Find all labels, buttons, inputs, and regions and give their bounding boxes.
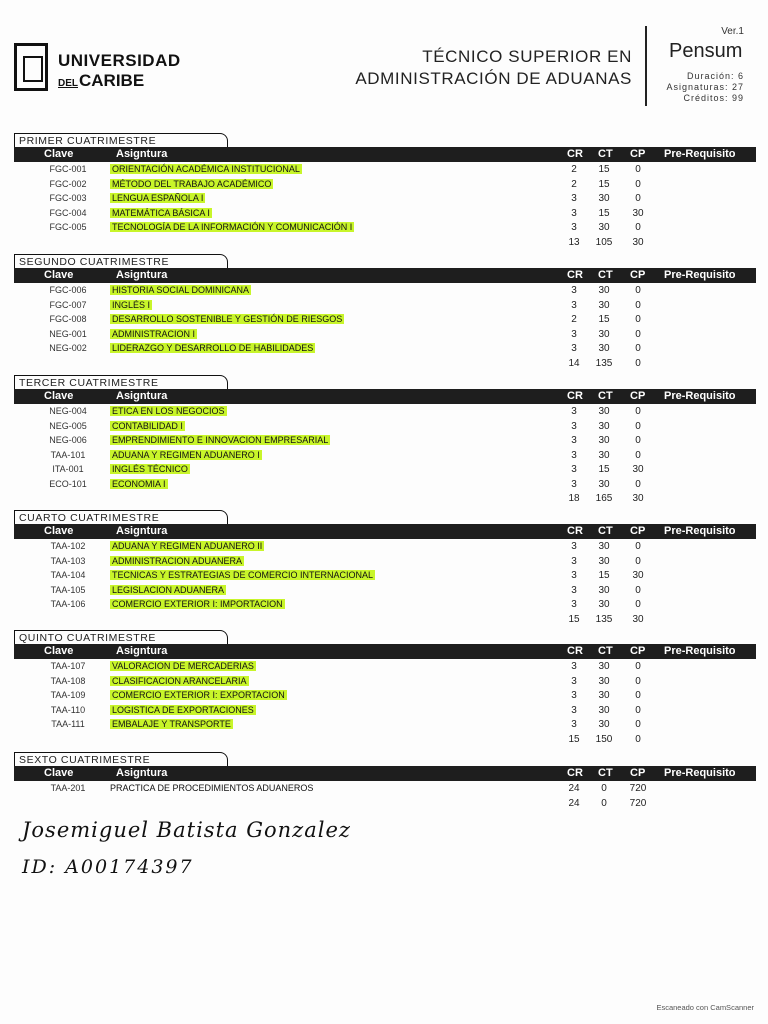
course-cp: 0 — [635, 299, 641, 311]
course-name: COMERCIO EXTERIOR I: IMPORTACION — [112, 599, 283, 609]
course-row — [14, 406, 756, 420]
total-cr: 15 — [568, 733, 580, 745]
course-ct: 0 — [601, 783, 607, 794]
course-name: ADMINISTRACION I — [112, 328, 196, 339]
course-ct: 30 — [598, 478, 610, 490]
section-total-row — [14, 798, 756, 812]
course-cr: 3 — [571, 328, 577, 340]
section-header-bar — [14, 644, 756, 659]
course-cr: 24 — [568, 783, 580, 794]
course-code: TAA-104 — [50, 570, 86, 580]
column-cp: CP — [630, 645, 646, 657]
section-header-bar — [14, 766, 756, 781]
signature-name: Josemiguel Batista Gonzalez — [22, 818, 351, 842]
course-row — [14, 329, 756, 343]
column-clave: Clave — [44, 390, 74, 402]
course-cr: 3 — [571, 599, 577, 610]
course-cp: 0 — [635, 222, 641, 233]
course-name: COMERCIO EXTERIOR I: EXPORTACION — [112, 690, 285, 700]
course-name: LEGISLACION ADUANERA — [112, 584, 225, 595]
course-ct: 15 — [598, 570, 610, 581]
section-header-bar — [14, 147, 756, 162]
program-title-line2: ADMINISTRACIÓN DE ADUANAS — [355, 69, 632, 88]
course-name: ADUANA Y REGIMEN ADUANERO II — [112, 541, 263, 551]
course-cp: 0 — [635, 584, 641, 596]
course-row — [14, 570, 756, 584]
column-clave: Clave — [44, 525, 74, 537]
course-code: TAA-106 — [50, 599, 86, 609]
course-cp: 0 — [635, 555, 641, 567]
course-cr: 2 — [571, 178, 577, 190]
course-ct: 30 — [598, 661, 610, 672]
course-name: ECONOMIA I — [112, 478, 166, 489]
column-prereq: Pre-Requisito — [664, 269, 736, 281]
course-row — [14, 208, 756, 222]
course-row — [14, 450, 756, 464]
course-ct: 30 — [598, 193, 610, 204]
column-prereq: Pre-Requisito — [664, 148, 736, 160]
course-ct: 15 — [598, 314, 610, 325]
course-cr: 3 — [571, 343, 577, 354]
course-code: NEG-002 — [49, 343, 87, 353]
section-header-bar — [14, 524, 756, 539]
column-ct: CT — [598, 767, 613, 779]
course-cr: 3 — [571, 541, 577, 552]
course-row — [14, 222, 756, 236]
total-ct: 165 — [595, 493, 613, 504]
scanner-footer: Escaneado con CamScanner — [656, 1003, 754, 1012]
course-code: ECO-101 — [49, 478, 87, 489]
course-ct: 30 — [598, 449, 610, 461]
course-code: TAA-102 — [50, 541, 86, 551]
course-cr: 3 — [571, 285, 577, 296]
course-name: VALORACION DE MERCADERIAS — [112, 661, 254, 671]
course-ct: 30 — [598, 704, 610, 716]
course-row — [14, 585, 756, 599]
course-cr: 3 — [571, 570, 577, 581]
course-cp: 0 — [635, 690, 641, 701]
course-cp: 30 — [632, 570, 644, 581]
course-row — [14, 435, 756, 449]
total-cp: 30 — [632, 493, 644, 504]
column-asignatura: Asigntura — [116, 767, 168, 779]
signature-id: ID: A00174397 — [22, 856, 194, 878]
course-code: TAA-109 — [50, 690, 86, 700]
total-cp: 30 — [632, 613, 644, 625]
section-title: TERCER CUATRIMESTRE — [14, 375, 228, 389]
asignaturas-label: Asignaturas: 27 — [666, 82, 744, 92]
column-cp: CP — [630, 269, 646, 281]
course-row — [14, 541, 756, 555]
column-clave: Clave — [44, 269, 74, 281]
course-ct: 30 — [598, 541, 610, 552]
course-code: NEG-005 — [49, 420, 87, 431]
course-cr: 3 — [571, 193, 577, 204]
course-name: INGLÉS TÉCNICO — [112, 464, 188, 474]
course-name: CONTABILIDAD I — [112, 420, 183, 431]
column-prereq: Pre-Requisito — [664, 525, 736, 537]
column-cr: CR — [567, 645, 583, 657]
total-cr: 18 — [568, 493, 580, 504]
column-ct: CT — [598, 148, 613, 160]
column-cp: CP — [630, 148, 646, 160]
course-cr: 3 — [571, 478, 577, 490]
course-cp: 0 — [635, 343, 641, 354]
course-cr: 3 — [571, 420, 577, 432]
course-cp: 0 — [635, 661, 641, 672]
course-cr: 3 — [571, 435, 577, 446]
course-row — [14, 783, 756, 797]
section-title: SEGUNDO CUATRIMESTRE — [14, 254, 228, 268]
course-row — [14, 164, 756, 178]
course-ct: 15 — [598, 178, 610, 190]
course-ct: 30 — [598, 285, 610, 296]
course-code: TAA-107 — [50, 661, 86, 671]
course-cr: 2 — [571, 314, 577, 325]
course-ct: 15 — [598, 207, 610, 219]
course-cp: 720 — [629, 783, 647, 794]
pensum-label: Pensum — [669, 40, 743, 62]
course-ct: 30 — [598, 299, 610, 311]
course-name: INGLÉS I — [112, 299, 151, 310]
total-cr: 14 — [568, 357, 580, 369]
course-code: FGC-002 — [49, 178, 87, 189]
duracion-label: Duración: 6 — [686, 71, 744, 81]
course-code: FGC-003 — [49, 193, 87, 203]
creditos-label: Créditos: 99 — [683, 93, 744, 103]
course-cp: 0 — [635, 599, 641, 610]
total-cp: 0 — [635, 733, 641, 745]
course-row — [14, 556, 756, 570]
course-ct: 30 — [598, 328, 610, 340]
course-cp: 0 — [635, 420, 641, 432]
column-asignatura: Asigntura — [116, 390, 168, 402]
logo-line1: UNIVERSIDAD — [58, 51, 181, 70]
course-code: TAA-103 — [50, 555, 86, 566]
course-row — [14, 343, 756, 357]
total-cr: 13 — [568, 236, 580, 248]
section-total-row — [14, 237, 756, 251]
course-row — [14, 676, 756, 690]
section-title: CUARTO CUATRIMESTRE — [14, 510, 228, 524]
total-ct: 135 — [595, 613, 613, 625]
section-total-row — [14, 493, 756, 507]
course-name: TECNOLOGÍA DE LA INFORMACIÓN Y COMUNICACIÓN I — [112, 222, 353, 232]
column-asignatura: Asigntura — [116, 645, 168, 657]
course-cp: 0 — [635, 719, 641, 730]
column-cr: CR — [567, 767, 583, 779]
total-ct: 135 — [595, 357, 613, 369]
course-cp: 0 — [635, 193, 641, 204]
section-total-row — [14, 358, 756, 372]
column-cp: CP — [630, 767, 646, 779]
course-cr: 3 — [571, 207, 577, 219]
course-cp: 0 — [635, 164, 641, 175]
logo-line2 — [58, 71, 144, 91]
course-code: TAA-110 — [50, 704, 86, 715]
course-name: ADMINISTRACION ADUANERA — [112, 555, 243, 566]
course-row — [14, 300, 756, 314]
section-header-bar — [14, 268, 756, 283]
course-row — [14, 464, 756, 478]
course-cp: 0 — [635, 406, 641, 417]
course-code: ITA-001 — [52, 464, 84, 474]
course-ct: 30 — [598, 343, 610, 354]
course-name: LOGISTICA DE EXPORTACIONES — [112, 704, 254, 715]
course-name: MÉTODO DEL TRABAJO ACADÉMICO — [112, 178, 272, 189]
course-cp: 0 — [635, 675, 641, 687]
course-ct: 30 — [598, 584, 610, 596]
course-cp: 0 — [635, 178, 641, 190]
course-name: TECNICAS Y ESTRATEGIAS DE COMERCIO INTERNACIONAL — [112, 570, 374, 580]
column-prereq: Pre-Requisito — [664, 767, 736, 779]
course-name: EMPRENDIMIENTO E INNOVACION EMPRESARIAL — [112, 435, 329, 445]
column-clave: Clave — [44, 645, 74, 657]
course-cr: 3 — [571, 555, 577, 567]
course-ct: 15 — [598, 464, 610, 475]
section-title: QUINTO CUATRIMESTRE — [14, 630, 228, 644]
course-row — [14, 705, 756, 719]
section-title: PRIMER CUATRIMESTRE — [14, 133, 228, 147]
course-cr: 3 — [571, 299, 577, 311]
course-row — [14, 479, 756, 493]
course-cp: 0 — [635, 285, 641, 296]
course-ct: 30 — [598, 222, 610, 233]
course-cp: 0 — [635, 328, 641, 340]
column-asignatura: Asigntura — [116, 269, 168, 281]
course-code: FGC-004 — [49, 207, 87, 218]
course-code: FGC-006 — [49, 285, 87, 295]
logo-line2-text: CARIBE — [79, 71, 145, 90]
course-cp: 30 — [632, 207, 644, 219]
course-name: CLASIFICACION ARANCELARIA — [112, 675, 247, 686]
course-cp: 0 — [635, 314, 641, 325]
header-divider — [645, 26, 647, 106]
course-code: TAA-111 — [51, 719, 85, 729]
course-code: FGC-007 — [49, 299, 87, 310]
course-code: NEG-001 — [49, 328, 87, 339]
section-title: SEXTO CUATRIMESTRE — [14, 752, 228, 766]
course-cp: 0 — [635, 478, 641, 490]
course-ct: 30 — [598, 719, 610, 730]
logo-emblem-icon — [14, 43, 48, 91]
course-cr: 3 — [571, 449, 577, 461]
course-cr: 3 — [571, 222, 577, 233]
program-title-line1: TÉCNICO SUPERIOR EN — [422, 47, 632, 66]
course-cp: 0 — [635, 435, 641, 446]
total-cr: 24 — [568, 797, 580, 809]
course-row — [14, 421, 756, 435]
column-prereq: Pre-Requisito — [664, 390, 736, 402]
column-asignatura: Asigntura — [116, 525, 168, 537]
course-cp: 30 — [632, 464, 644, 475]
course-cr: 3 — [571, 675, 577, 687]
column-cr: CR — [567, 269, 583, 281]
column-ct: CT — [598, 525, 613, 537]
course-code: TAA-108 — [50, 675, 86, 686]
column-cp: CP — [630, 525, 646, 537]
course-row — [14, 179, 756, 193]
course-row — [14, 690, 756, 704]
course-name: LIDERAZGO Y DESARROLLO DE HABILIDADES — [112, 343, 314, 353]
course-cr: 3 — [571, 704, 577, 716]
column-prereq: Pre-Requisito — [664, 645, 736, 657]
course-code: NEG-004 — [49, 406, 87, 416]
column-ct: CT — [598, 269, 613, 281]
total-ct: 0 — [601, 797, 607, 809]
version-label: Ver.1 — [721, 26, 744, 37]
column-asignatura: Asigntura — [116, 148, 168, 160]
course-code: FGC-005 — [49, 222, 87, 232]
course-ct: 30 — [598, 690, 610, 701]
course-ct: 30 — [598, 555, 610, 567]
course-row — [14, 285, 756, 299]
course-code: TAA-101 — [50, 449, 86, 460]
total-cp: 0 — [635, 357, 641, 369]
total-ct: 150 — [595, 733, 613, 745]
column-cr: CR — [567, 148, 583, 160]
section-total-row — [14, 734, 756, 748]
course-cr: 3 — [571, 719, 577, 730]
course-row — [14, 599, 756, 613]
column-clave: Clave — [44, 767, 74, 779]
course-ct: 30 — [598, 599, 610, 610]
course-code: FGC-001 — [49, 164, 87, 174]
program-title — [355, 46, 632, 90]
course-code: NEG-006 — [49, 435, 87, 445]
course-name: MATEMÁTICA BÁSICA I — [112, 207, 210, 218]
course-ct: 30 — [598, 406, 610, 417]
course-name: ADUANA Y REGIMEN ADUANERO I — [112, 449, 260, 460]
course-name: EMBALAJE Y TRANSPORTE — [112, 719, 231, 729]
course-cr: 3 — [571, 406, 577, 417]
column-ct: CT — [598, 645, 613, 657]
column-cr: CR — [567, 390, 583, 402]
total-cr: 15 — [568, 613, 580, 625]
course-cr: 3 — [571, 661, 577, 672]
section-total-row — [14, 614, 756, 628]
course-name: PRACTICA DE PROCEDIMIENTOS ADUANEROS — [110, 783, 314, 793]
course-name: DESARROLLO SOSTENIBLE Y GESTIÓN DE RIESGOS — [112, 314, 343, 324]
column-cr: CR — [567, 525, 583, 537]
total-cp: 720 — [629, 797, 647, 809]
column-cp: CP — [630, 390, 646, 402]
course-row — [14, 719, 756, 733]
course-name: HISTORIA SOCIAL DOMINICANA — [112, 285, 250, 295]
university-logo — [14, 37, 214, 97]
column-clave: Clave — [44, 148, 74, 160]
logo-del: DEL — [58, 78, 78, 89]
course-code: TAA-105 — [50, 584, 86, 595]
course-cp: 0 — [635, 449, 641, 461]
course-cp: 0 — [635, 541, 641, 552]
course-name: ORIENTACIÓN ACADÉMICA INSTITUCIONAL — [112, 164, 300, 174]
column-ct: CT — [598, 390, 613, 402]
total-cp: 30 — [632, 236, 644, 248]
course-cr: 3 — [571, 690, 577, 701]
course-row — [14, 314, 756, 328]
course-cp: 0 — [635, 704, 641, 716]
section-header-bar — [14, 389, 756, 404]
course-cr: 2 — [571, 164, 577, 175]
course-cr: 3 — [571, 584, 577, 596]
course-code: TAA-201 — [50, 783, 86, 793]
course-cr: 3 — [571, 464, 577, 475]
course-code: FGC-008 — [49, 314, 87, 324]
course-row — [14, 193, 756, 207]
course-row — [14, 661, 756, 675]
course-ct: 30 — [598, 675, 610, 687]
course-ct: 30 — [598, 435, 610, 446]
course-name: LENGUA ESPAÑOLA I — [112, 193, 204, 203]
course-name: ETICA EN LOS NEGOCIOS — [112, 406, 225, 416]
course-ct: 15 — [598, 164, 610, 175]
total-ct: 105 — [595, 236, 613, 248]
course-ct: 30 — [598, 420, 610, 432]
